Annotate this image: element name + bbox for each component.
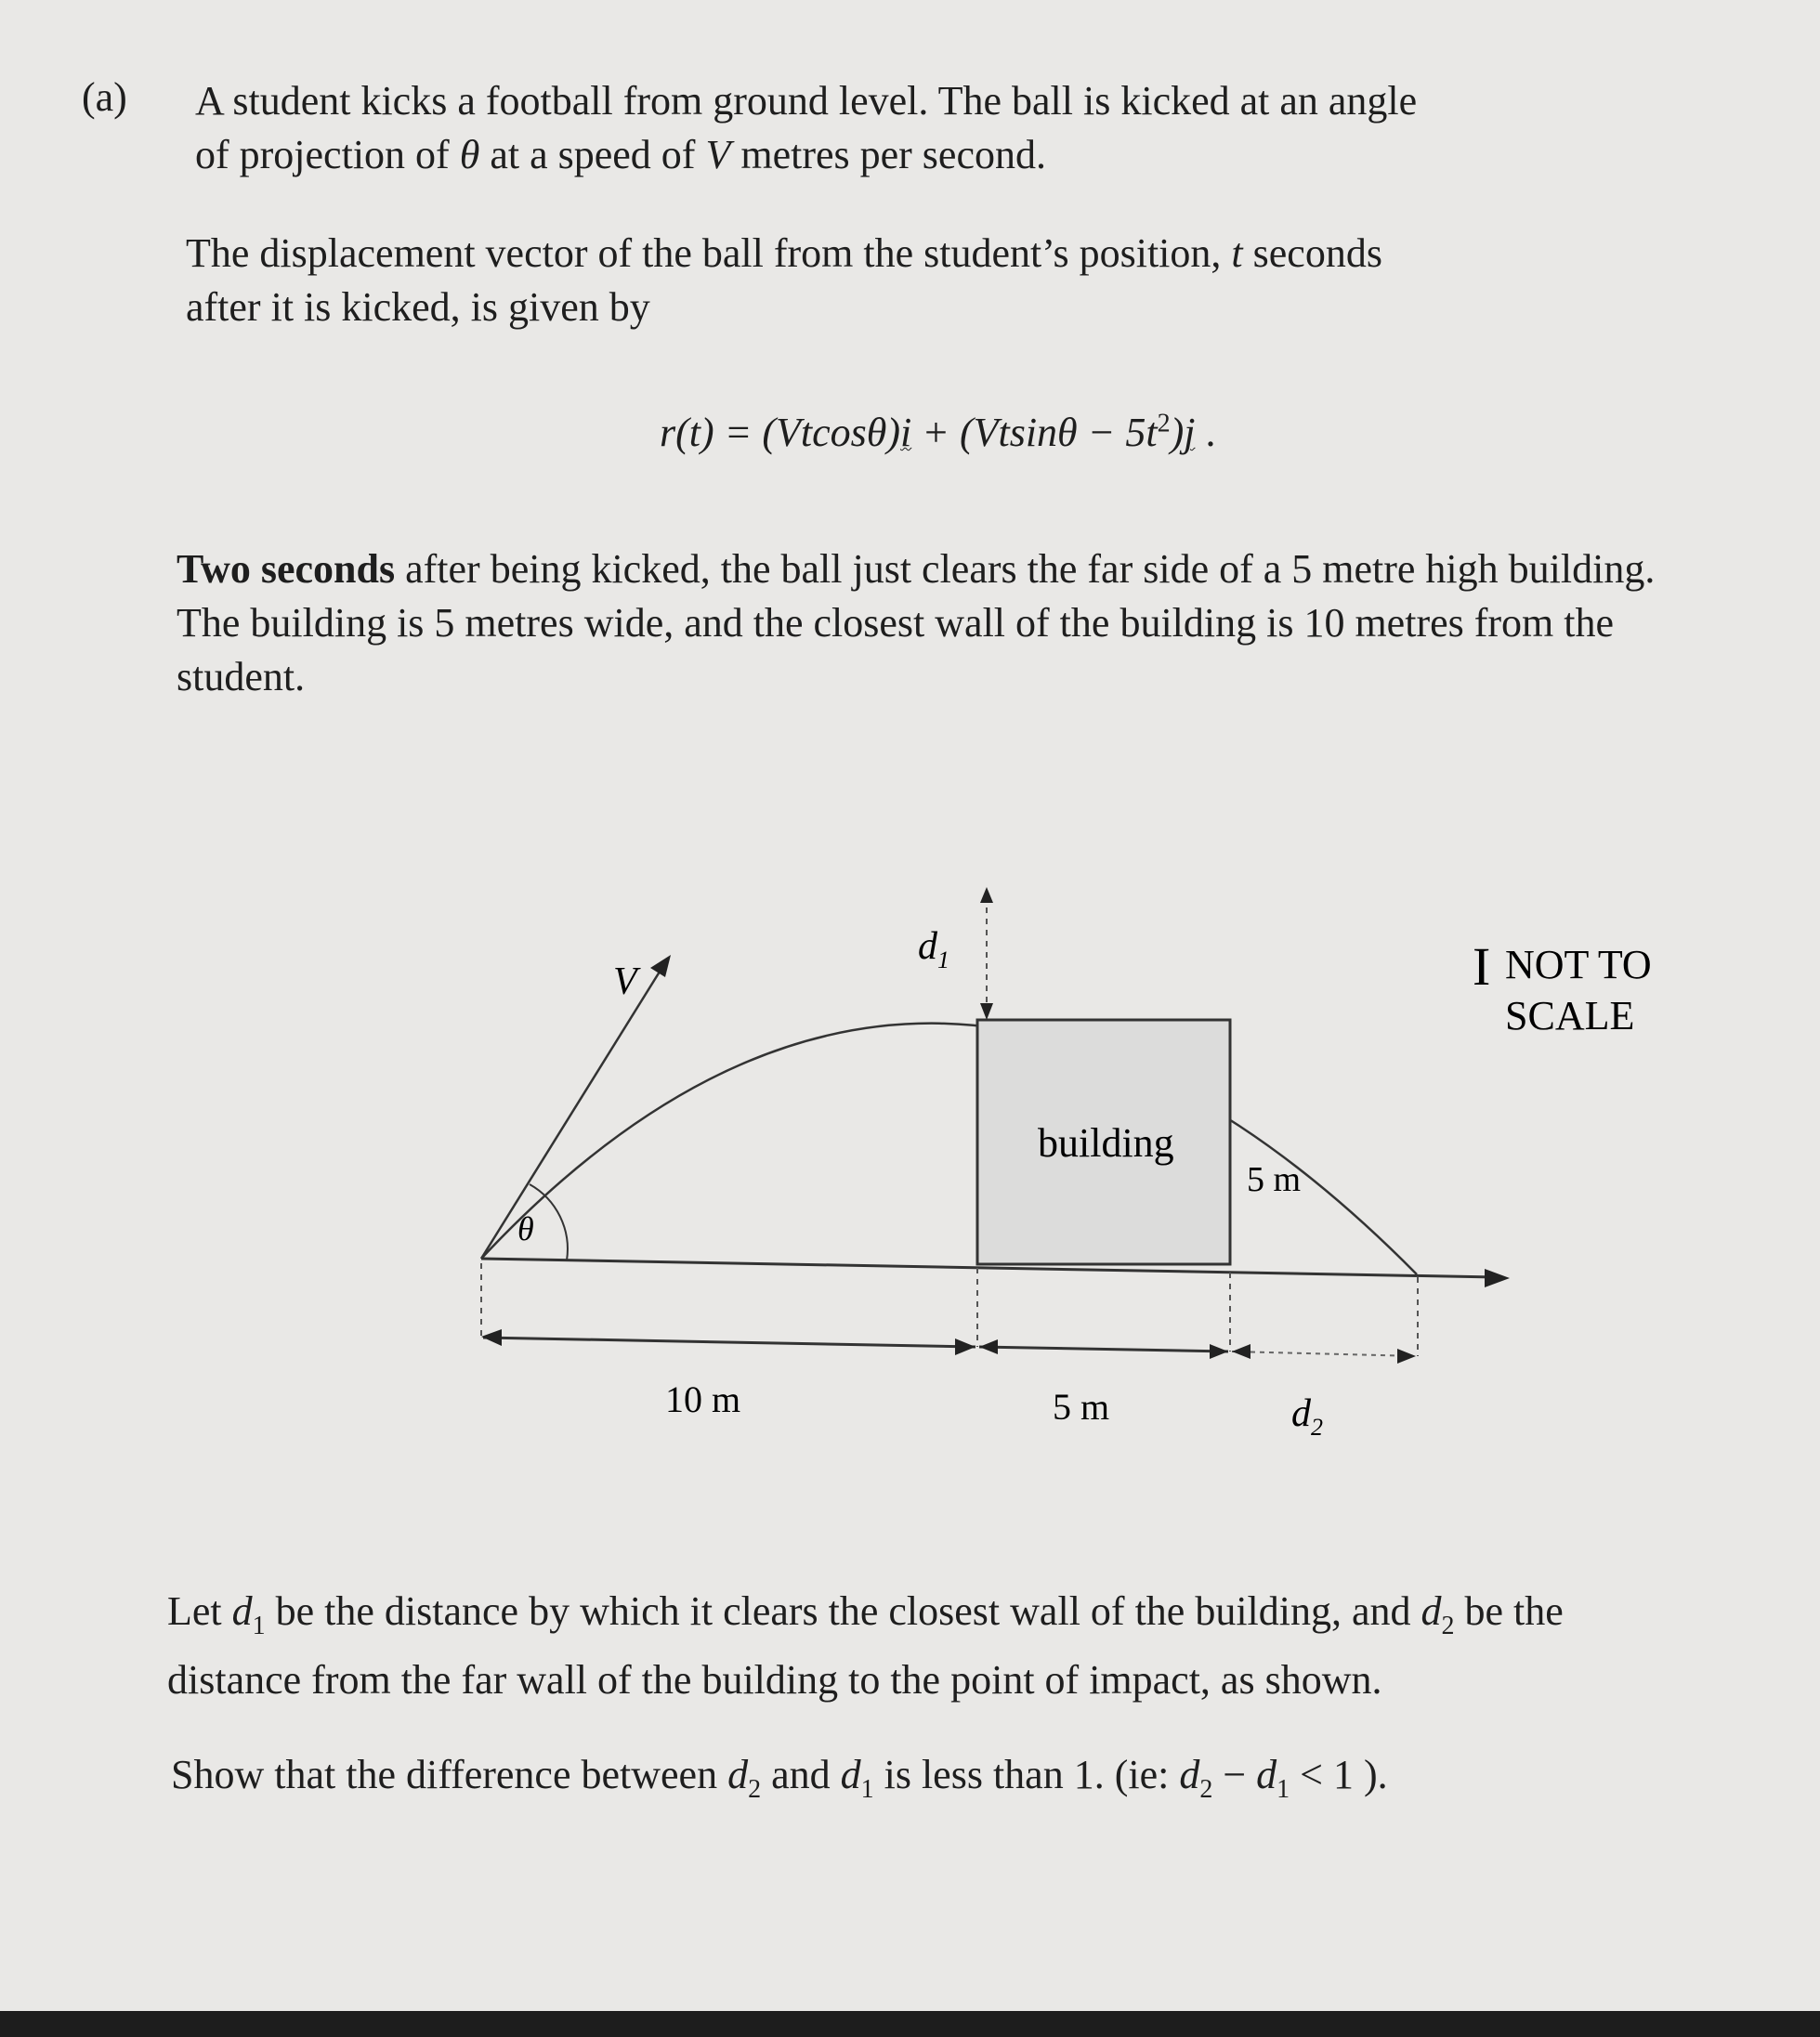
building-line-3: student. <box>177 654 306 699</box>
definition-line-2: distance from the far wall of the building to the point of impact, as shown. <box>167 1656 1382 1703</box>
intro-paragraph <box>195 74 1417 182</box>
axis-arrowhead <box>1485 1269 1510 1287</box>
label-10m: 10 m <box>665 1378 741 1420</box>
building-line-1: Two seconds after being kicked, the ball just clears the far side of a 5 metre high building. <box>177 546 1656 592</box>
dim-d2 <box>1232 1351 1416 1356</box>
intro-line-2: of projection of θ at a speed of V metres per second. <box>195 132 1046 177</box>
label-building-height: 5 m <box>1247 1160 1302 1199</box>
displacement-line-1: The displacement vector of the ball from the student’s position, t seconds <box>186 230 1382 276</box>
trajectory-curve <box>481 1024 1417 1274</box>
building-paragraph <box>177 542 1655 704</box>
part-label: (a) <box>82 74 127 120</box>
velocity-arrowhead <box>650 955 671 977</box>
note-bracket: I <box>1473 936 1491 997</box>
d1-arrow-down <box>980 1003 993 1020</box>
note-scale: SCALE <box>1505 993 1635 1038</box>
displacement-line-2: after it is kicked, is given by <box>186 284 650 330</box>
displacement-paragraph <box>186 227 1382 334</box>
definition-paragraph <box>167 1585 1564 1707</box>
label-v: V <box>613 960 637 1003</box>
theta-symbol: θ <box>459 132 480 177</box>
label-d1: $d_1$ <box>918 925 949 973</box>
page-edge-shadow <box>0 2011 1820 2037</box>
displacement-formula: $r(t) = (Vtcos\theta)i + (Vtsin\theta - 5t^2)j$ . <box>660 409 1216 455</box>
v-symbol: V <box>705 132 731 177</box>
theta-arc <box>530 1184 568 1260</box>
dim-10m <box>483 1338 975 1347</box>
show-that-paragraph <box>171 1748 1388 1817</box>
d1-arrow-up <box>980 887 993 903</box>
note-not-to: NOT TO <box>1505 942 1652 987</box>
velocity-vector <box>481 964 664 1259</box>
trajectory-diagram <box>0 855 1820 1560</box>
label-d2: $d_2$ <box>1291 1392 1323 1441</box>
definition-line-1: Let $d_1$ be the distance by which it clears the closest wall of the building, and $d_2$ be the <box>167 1588 1564 1640</box>
label-theta: θ <box>517 1210 534 1247</box>
intro-line-1: A student kicks a football from ground level. The ball is kicked at an angle <box>195 78 1418 124</box>
building-line-2: The building is 5 metres wide, and the closest wall of the building is 10 metres from the <box>177 600 1615 646</box>
label-building: building <box>1038 1120 1174 1166</box>
show-that-line: Show that the difference between $d_2$ and $d_1$ is less than 1. (ie: $d_2 - d_1 < 1$ ). <box>171 1752 1388 1804</box>
label-5m: 5 m <box>1053 1386 1110 1428</box>
dim-5m <box>979 1347 1228 1351</box>
